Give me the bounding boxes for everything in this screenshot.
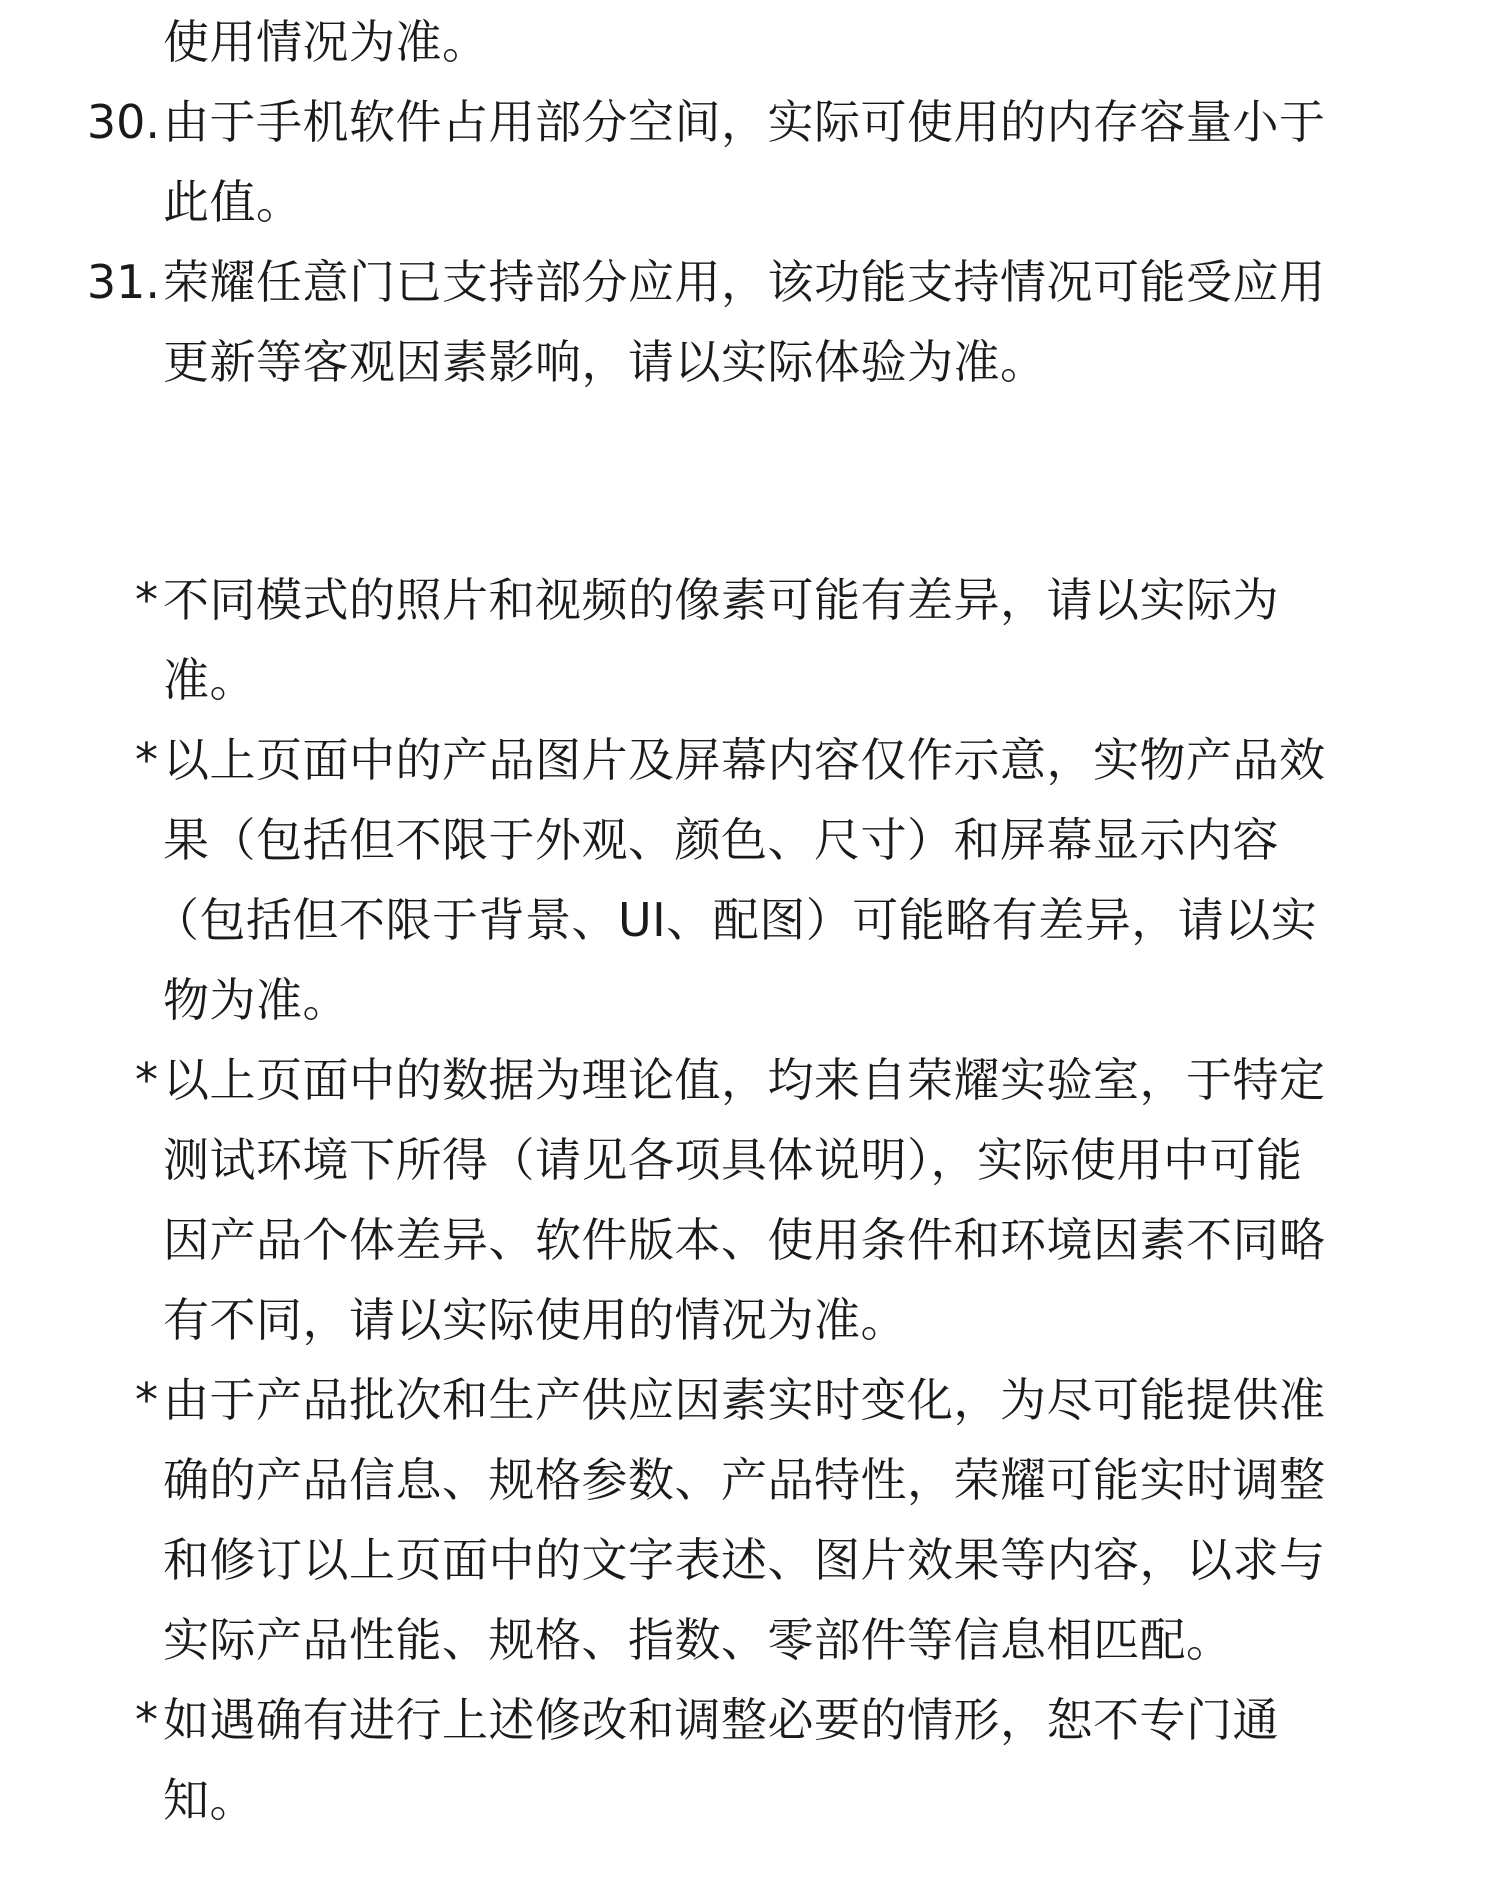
disclaimer-2-line-2: 果（包括但不限于外观、颜色、尺寸）和屏幕显示内容 xyxy=(163,813,1279,867)
disclaimer-5-line-1: 如遇确有进行上述修改和调整必要的情形，恕不专门通 xyxy=(163,1693,1279,1747)
note-31-line-2: 更新等客观因素影响，请以实际体验为准。 xyxy=(163,335,1047,389)
disclaimer-4-line-4: 实际产品性能、规格、指数、零部件等信息相匹配。 xyxy=(163,1613,1233,1667)
note-29-line-2: 使用情况为准。 xyxy=(163,15,489,69)
disclaimer-3-line-2: 测试环境下所得（请见各项具体说明），实际使用中可能 xyxy=(163,1133,1303,1187)
disclaimer-5-line-2: 知。 xyxy=(163,1773,256,1827)
disclaimer-4-line-2: 确的产品信息、规格参数、产品特性，荣耀可能实时调整 xyxy=(163,1453,1326,1507)
disclaimer-3-line-4: 有不同，请以实际使用的情况为准。 xyxy=(163,1293,907,1347)
disclaimer-4-marker: * xyxy=(135,1373,158,1427)
disclaimer-4-line-3: 和修订以上页面中的文字表述、图片效果等内容，以求与 xyxy=(163,1533,1326,1587)
disclaimer-1-line-1: 不同模式的照片和视频的像素可能有差异，请以实际为 xyxy=(163,573,1279,627)
note-30-line-1: 由于手机软件占用部分空间，实际可使用的内存容量小于 xyxy=(163,95,1326,149)
disclaimer-4-line-1: 由于产品批次和生产供应因素实时变化，为尽可能提供准 xyxy=(163,1373,1326,1427)
disclaimer-3-marker: * xyxy=(135,1053,158,1107)
disclaimer-2-line-4: 物为准。 xyxy=(163,973,349,1027)
disclaimer-2-line-3: （包括但不限于背景、UI、配图）可能略有差异，请以实 xyxy=(153,893,1318,947)
disclaimer-2-marker: * xyxy=(135,733,158,787)
disclaimer-5-marker: * xyxy=(135,1693,158,1747)
note-31-line-1: 荣耀任意门已支持部分应用，该功能支持情况可能受应用 xyxy=(163,255,1326,309)
disclaimer-2-line-1: 以上页面中的产品图片及屏幕内容仅作示意，实物产品效 xyxy=(163,733,1326,787)
note-31-number: 31. xyxy=(86,255,160,309)
disclaimer-1-line-2: 准。 xyxy=(163,653,256,707)
note-30-number: 30. xyxy=(86,95,160,149)
disclaimer-3-line-1: 以上页面中的数据为理论值，均来自荣耀实验室，于特定 xyxy=(163,1053,1326,1107)
disclaimer-1-marker: * xyxy=(135,573,158,627)
disclaimer-3-line-3: 因产品个体差异、软件版本、使用条件和环境因素不同略 xyxy=(163,1213,1326,1267)
note-30-line-2: 此值。 xyxy=(163,175,303,229)
